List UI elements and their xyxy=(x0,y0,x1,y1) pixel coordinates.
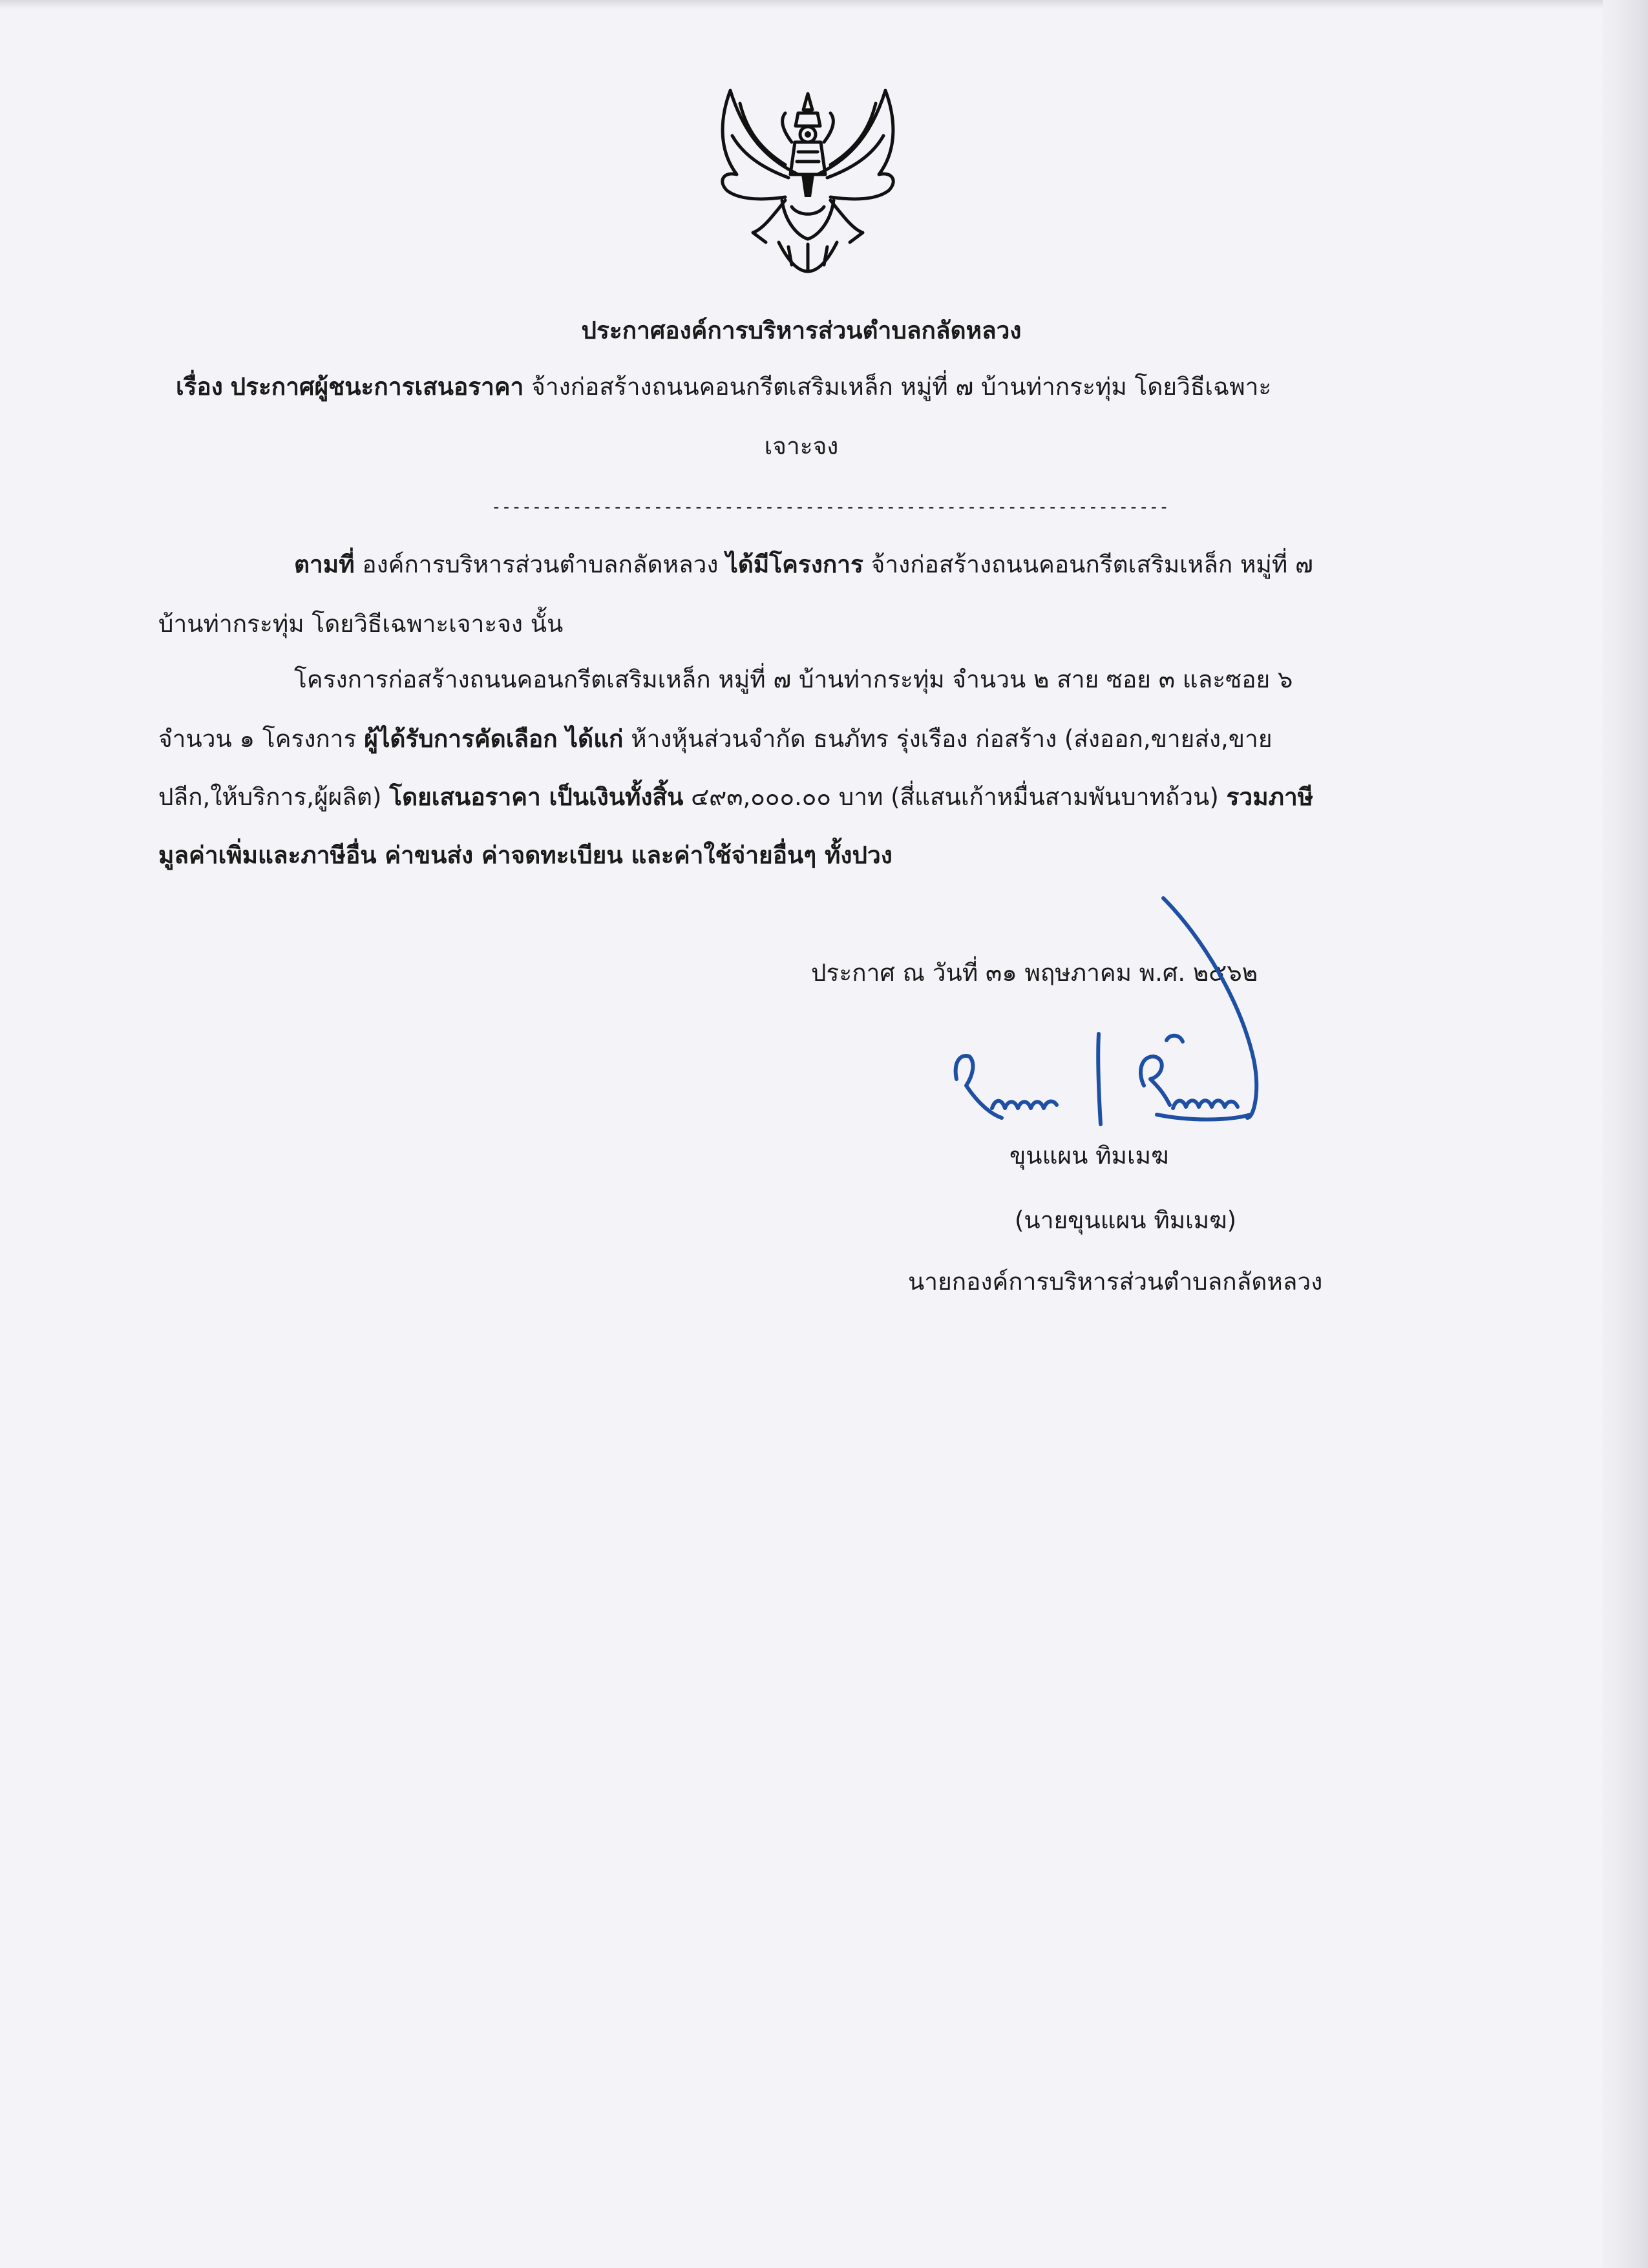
signer-name: ขุนแผน ทิมเมฆ xyxy=(1009,1142,1169,1170)
paragraph-2-line-3 xyxy=(158,782,1313,813)
signer-full-name: (นายขุนแผน ทิมเมฆ) xyxy=(1015,1206,1237,1234)
subject-rest: จ้างก่อสร้างถนนคอนกรีตเสริมเหล็ก หมู่ที่ ๗ บ้านท่ากระทุ่ม โดยวิธีเฉพาะ xyxy=(531,373,1272,401)
paragraph-1-line-2: บ้านท่ากระทุ่ม โดยวิธีเฉพาะเจาะจง นั้น xyxy=(158,610,564,638)
subject-line-2: เจาะจง xyxy=(764,432,839,460)
p2-line3-bold1: โดยเสนอราคา เป็นเงินทั้งสิ้น xyxy=(389,783,684,811)
announcement-date: ประกาศ ณ วันที่ ๓๑ พฤษภาคม พ.ศ. ๒๕๖๒ xyxy=(811,959,1258,987)
p1-rest: จ้างก่อสร้างถนนคอนกรีตเสริมเหล็ก หมู่ที่ ๗ xyxy=(871,551,1313,578)
p2-line2-bold: ผู้ได้รับการคัดเลือก ได้แก่ xyxy=(364,725,624,753)
paragraph-2-line-2 xyxy=(158,724,1273,755)
subject-label: เรื่อง xyxy=(176,373,223,401)
garuda-emblem-icon xyxy=(701,78,914,291)
p2-line2-a: จำนวน ๑ โครงการ xyxy=(158,725,357,753)
paragraph-1-line-1 xyxy=(294,549,1313,580)
separator-line: ------------------------------------------------------------------- xyxy=(491,498,1169,517)
subject-line-1 xyxy=(176,372,1271,403)
scan-top-shadow xyxy=(0,0,1648,9)
p1-lead: ตามที่ xyxy=(294,551,355,578)
p1-org: องค์การบริหารส่วนตำบลกลัดหลวง xyxy=(362,551,719,578)
p1-bold: ได้มีโครงการ xyxy=(726,551,863,578)
org-announcement-title: ประกาศองค์การบริหารส่วนตำบลกลัดหลวง xyxy=(581,317,1022,344)
p2-line2-b: ห้างหุ้นส่วนจำกัด ธนภัทร รุ่งเรือง ก่อสร้าง (ส่งออก,ขายส่ง,ขาย xyxy=(631,725,1273,753)
subject-bold: ประกาศผู้ชนะการเสนอราคา xyxy=(230,373,524,401)
paragraph-2-line-4: มูลค่าเพิ่มและภาษีอื่น ค่าขนส่ง ค่าจดทะเบียน และค่าใช้จ่ายอื่นๆ ทั้งปวง xyxy=(158,841,893,869)
paragraph-2-line-1: โครงการก่อสร้างถนนคอนกรีตเสริมเหล็ก หมู่ที่ ๗ บ้านท่ากระทุ่ม จำนวน ๒ สาย ซอย ๓ และซอย ๖ xyxy=(294,666,1293,693)
p2-line3-a: ปลีก,ให้บริการ,ผู้ผลิต) xyxy=(158,783,382,811)
scan-edge xyxy=(1603,0,1648,2268)
signer-position: นายกองค์การบริหารส่วนตำบลกลัดหลวง xyxy=(908,1268,1323,1296)
handwritten-signature xyxy=(944,892,1331,1163)
p2-line3-bold2: รวมภาษี xyxy=(1226,783,1314,811)
p2-line3-b: ๔๙๓,๐๐๐.๐๐ บาท (สี่แสนเก้าหมื่นสามพันบาทถ้วน) xyxy=(691,783,1219,811)
